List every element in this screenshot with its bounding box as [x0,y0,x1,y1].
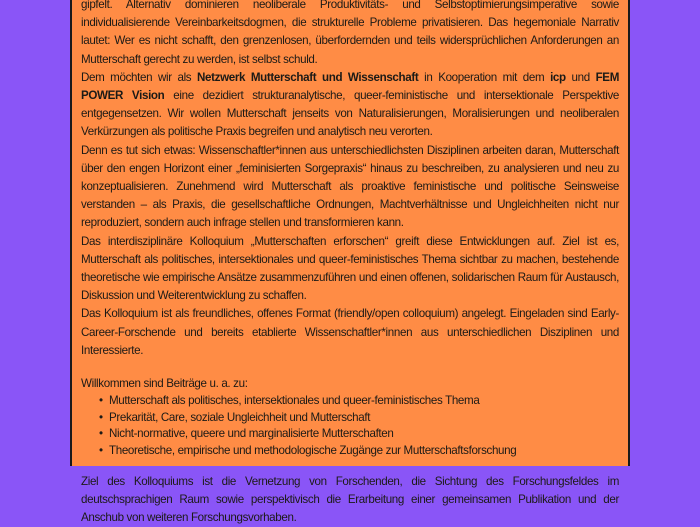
welcome-heading: Willkommen sind Beiträge u. a. zu: [81,377,248,391]
icp-name: icp [550,70,566,84]
topics-list [81,393,619,459]
format-paragraph: Das Kolloquium ist als freundliches, offenes Format (friendly/open colloquium) angelegt. Eingeladen sind Early-Career-Forschende und bereits etablierte Wissenschaftler*innen aus unterschiedlichen Disziplinen und Interessierte. [81,307,619,357]
research-paragraph: Denn es tut sich etwas: Wissenschaftler*innen aus unterschiedlichsten Disziplinen arbeiten daran, Mutterschaft über den engen Horizont einer „feminisierten Sorgepraxis“ hinaus zu beschreiben, zu analysieren und neu zu konzeptualisieren. Zunehmend wird Mutterschaft als proaktive feministische und politische Seinsweise verstanden – als Praxis, die gesellschaftliche Ordnungen, Machtverhältnisse und Ungleichheiten nicht nur reproduziert, sondern auch infrage stellen und transformieren kann. [81,143,619,230]
text: in Kooperation mit dem [418,70,551,84]
article-body [81,0,619,527]
text: Dem möchten wir als [81,70,197,84]
list-item: • Prekarität, Care, soziale Ungleichheit und Mutterschaft [101,410,619,427]
network-paragraph [81,69,619,142]
network-name: Netzwerk Mutterschaft und Wissenschaft [197,70,419,84]
colloquium-paragraph: Das interdisziplinäre Kolloquium „Mutterschaften erforschen“ greift diese Entwicklungen auf. Ziel ist es, Mutterschaft als politisches, intersektionales und queer-feministisches Thema sichtbar zu machen, bestehende theoretische wie empirische Ansätze zusammenzuführen und einen offenen, solidarischen Raum für Austausch, Diskussion und Weiterentwicklung zu schaffen. [81,234,619,303]
fem-power-vision-name: FEM POWER Vision [81,70,620,103]
list-item: • Mutterschaft als politisches, intersektionales und queer-feministisches Thema [101,393,619,410]
content-panel [70,0,630,525]
text: und [565,70,596,84]
text: eine dezidiert strukturanalytische, queer-feministische und intersektionale Perspektive entgegensetzen. Wir wollen Mutterschaft jenseits von Naturalisierungen, Moralisierungen und neoliberalen Verkürzungen als politische Praxis begreifen und analytisch neu verorten. [81,89,619,139]
intro-paragraph: gipfelt. Alternativ dominieren neoliberale Produktivitäts- und Selbstoptimierungsimperative sowie individualisierende Vereinbarkeitsdogmen, die strukturelle Probleme privatisieren. Das hegemoniale Narrativ lautet: Wer es nicht schafft, den grenzenlosen, überfordernden und teils widersprüchlichen Anforderungen an Mutterschaft gerecht zu werden, ist selbst schuld. [81,0,619,66]
list-item: • Theoretische, empirische und methodologische Zugänge zur Mutterschaftsforschung [101,443,619,460]
list-item: • Nicht-normative, queere und marginalisierte Mutterschaften [101,426,619,443]
goal-paragraph: Ziel des Kolloquiums ist die Vernetzung von Forschenden, die Sichtung des Forschungsfeldes im deutschsprachigen Raum sowie perspektivisch die Erarbeitung einer gemeinsamen Publikation und der Anschub von weiteren Forschungsvorhaben. [81,474,619,525]
